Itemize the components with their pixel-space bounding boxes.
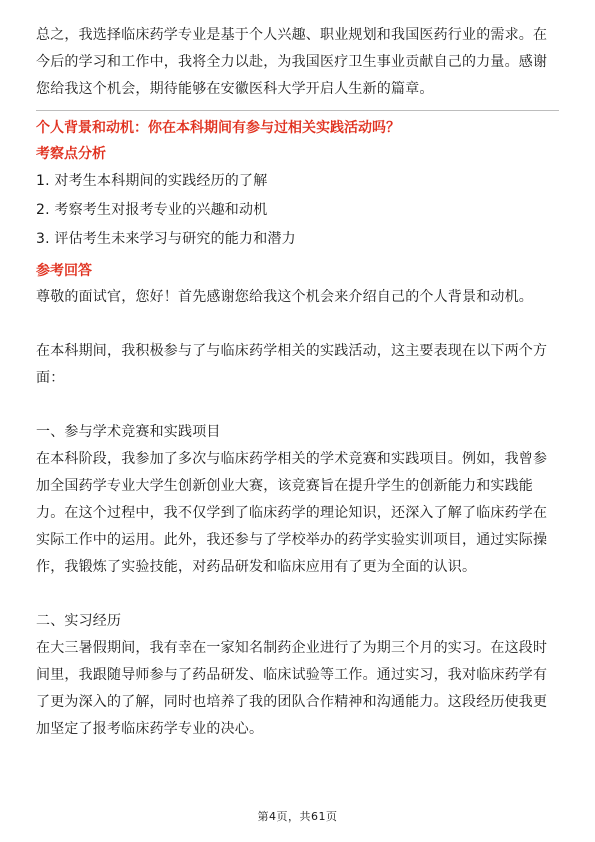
- section2-paragraph: 在大三暑假期间，我有幸在一家知名制药企业进行了为期三个月的实习。在这段时间里，我跟随导师参与了药品研发、临床试验等工作。通过实习，我对临床药学有了更为深入的了解，同时也培养了我的团队合作精神和沟通能力。这段经历使我更加坚定了报考临床药学专业的决心。: [36, 640, 548, 737]
- page-number: 第4页，共61页: [257, 810, 338, 823]
- document-page: [36, 22, 559, 743]
- section1-paragraph: 在本科阶段，我参加了多次与临床药学相关的学术竞赛和实践项目。例如，我曾参加全国药学专业大学生创新创业大赛，该竞赛旨在提升学生的创新能力和实践能力。在这个过程中，我不仅学到了临床药学的理论知识，还深入了解了临床药学在实际工作中的运用。此外，我还参与了学校举办的药学实验实训项目，通过实际操作，我锻炼了实验技能，对药品研发和临床应用有了更为全面的认识。: [36, 451, 548, 575]
- overview-paragraph: 在本科期间，我积极参与了与临床药学相关的实践活动，这主要表现在以下两个方面：: [36, 343, 548, 386]
- greeting-paragraph: 尊敬的面试官，您好！首先感谢您给我这个机会来介绍自己的个人背景和动机。: [36, 289, 533, 305]
- conclusion-paragraph: 总之，我选择临床药学专业是基于个人兴趣、职业规划和我国医药行业的需求。在今后的学习和工作中，我将全力以赴，为我国医疗卫生事业贡献自己的力量。感谢您给我这个机会，期待能够在安徽医科大学开启人生新的篇章。: [36, 27, 548, 97]
- section1-title: 一、参与学术竞赛和实践项目: [36, 424, 221, 440]
- analysis-list: [36, 167, 559, 254]
- section2-title: 二、实习经历: [36, 613, 122, 629]
- analysis-item: 2. 考察考生对报考专业的兴趣和动机: [36, 202, 268, 218]
- analysis-item: 1. 对考生本科期间的实践经历的了解: [36, 173, 268, 189]
- answer-heading: 参考回答: [36, 263, 92, 279]
- analysis-heading: 考察点分析: [36, 146, 106, 162]
- section-divider: [36, 110, 559, 111]
- question-heading: 个人背景和动机：你在本科期间有参与过相关实践活动吗？: [36, 120, 400, 136]
- analysis-item: 3. 评估考生未来学习与研究的能力和潜力: [36, 231, 296, 247]
